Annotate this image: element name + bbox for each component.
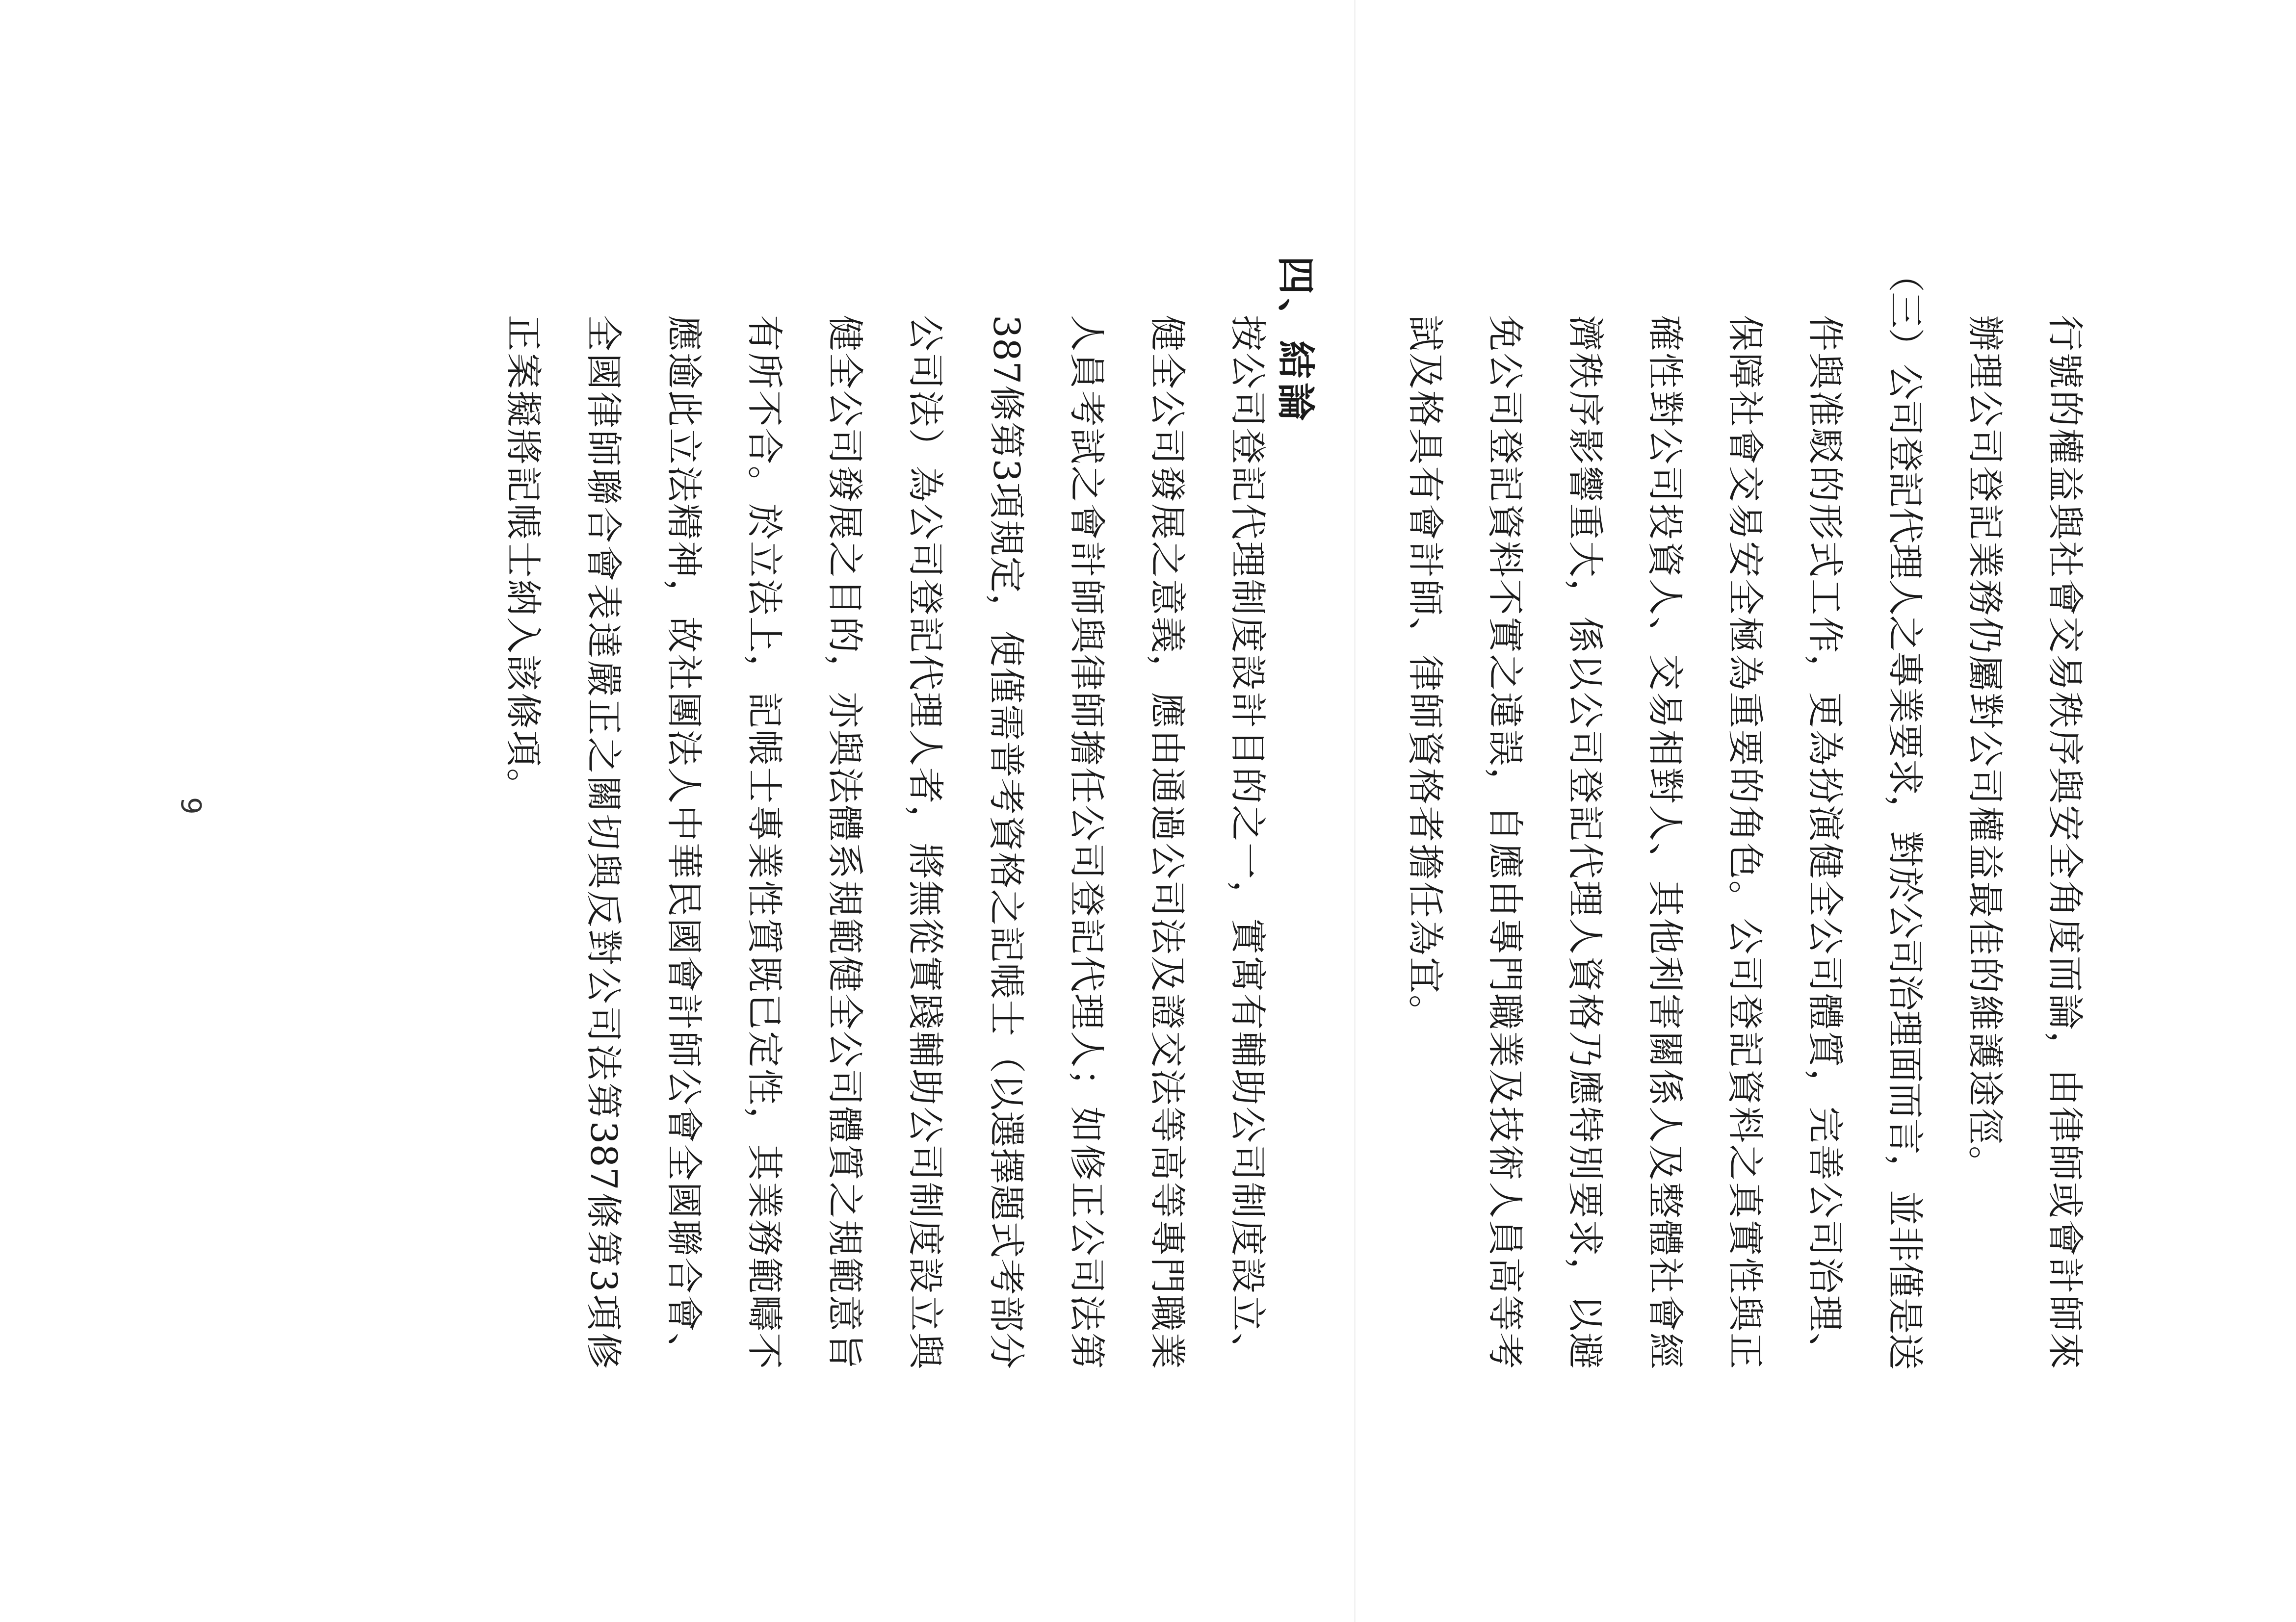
text-line: 有所不合。於立法上，記帳士專業性質既已定性，其業務範疇不	[743, 315, 785, 1369]
text-line: 健全公司發展之意義，應由通過公司法及證交法等高等專門職業	[1146, 315, 1188, 1369]
text-line: 健全公司發展之目的，亦與法體系規範健全公司體質之規範意旨	[824, 315, 866, 1369]
text-line: 免公司登記資料不實之違誤，自應由專門職業及技術人員高等考	[1484, 315, 1526, 1369]
text-line: 確性對公司投資人、交易相對人、其他利害關係人及整體社會經	[1644, 315, 1686, 1369]
text-line: 人員考試之會計師與律師擔任公司登記代理人；如修正公司法第	[1066, 315, 1108, 1369]
subsection-heading-line: （三）公司登記代理人之專業要求，對於公司治理面而言，並非僅是送	[1884, 256, 1926, 1369]
text-line: 濟秩序影響重大，係以公司登記代理人資格乃應特別要求，以避	[1564, 315, 1606, 1369]
text-line: 387條第3項規定，使僅需普考資格之記帳士（以選擇題式考部分	[985, 315, 1027, 1369]
page-fold-line	[1354, 0, 1356, 1622]
text-line: 應逾此立法精神，故社團法人中華民國會計師公會全國聯合會、	[663, 315, 705, 1369]
text-line: 公司法）為公司登記代理人者，將無從實踐輔助公司制度設立與	[904, 315, 946, 1369]
text-line: 試及格具有會計師、律師資格者擔任為宜。	[1404, 315, 1446, 1032]
section-heading: 四、結論	[1273, 256, 1318, 425]
text-line: 按公司登記代理制度設計目的之一，實寓有輔助公司制度設立、	[1226, 315, 1269, 1369]
text-line: 正案擬將記帳士納入該條項。	[502, 315, 544, 806]
page-number: 9	[175, 797, 207, 815]
text-line: 全國律師聯合會表達嚴正之關切與反對公司法第387條第3項修	[582, 315, 625, 1369]
text-line: 保障社會交易安全極為重要的角色。公司登記資料之真實性與正	[1724, 315, 1766, 1369]
text-line: 行號的權益與社會交易秩序與安全角度而論，由律師或會計師來	[2044, 315, 2086, 1369]
text-line: 件與准駁的形式工作，更為扮演健全公司體質，完善公司治理、	[1804, 315, 1846, 1369]
text-line: 辦理公司登記業務仍屬對公司權益最佳的維護途徑。	[1964, 315, 2006, 1184]
